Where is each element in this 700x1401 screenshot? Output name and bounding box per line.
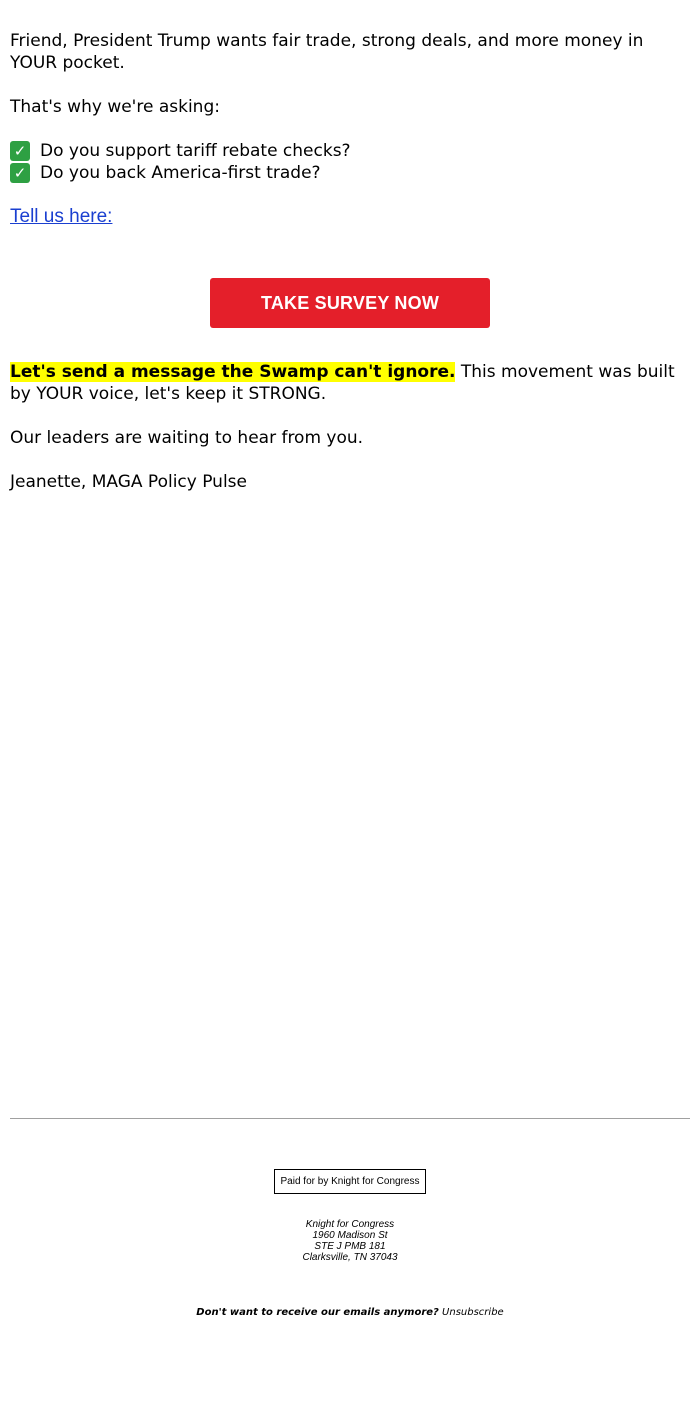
email-body [10,30,690,493]
address-line: Knight for Congress [305,1219,395,1230]
address-line: STE J PMB 181 [314,1241,386,1252]
unsubscribe-link[interactable]: Unsubscribe [442,1307,504,1318]
question-line [10,162,690,184]
signature: Jeanette, MAGA Policy Pulse [10,472,247,492]
waiting-paragraph: Our leaders are waiting to hear from you. [10,428,364,448]
tell-us-link[interactable]: Tell us here: [10,206,113,227]
address-line: 1960 Madison St [312,1230,388,1241]
question-line [10,140,690,162]
footer-divider [10,1118,690,1119]
take-survey-button[interactable]: TAKE SURVEY NOW [210,278,490,328]
check-mark-icon: ✓ [10,163,30,183]
check-mark-icon: ✓ [10,141,30,161]
cta-container [10,278,690,328]
asking-paragraph: That's why we're asking: [10,97,220,117]
highlight-paragraph [10,361,690,405]
unsubscribe-question: Don't want to receive our emails anymore? [196,1307,439,1318]
mailing-address [0,1219,700,1263]
question-text: Do you back America-first trade? [40,163,321,183]
paid-for-box: Paid for by Knight for Congress [274,1169,426,1194]
highlighted-text: Let's send a message the Swamp can't ignore. [10,362,456,382]
unsubscribe-line [0,1307,700,1318]
intro-paragraph: Friend, President Trump wants fair trade, strong deals, and more money in YOUR pocket. [10,31,644,73]
address-line: Clarksville, TN 37043 [302,1252,398,1263]
highlight-continuation: This movement was built by YOUR voice, let's keep it STRONG. [10,362,675,404]
question-text: Do you support tariff rebate checks? [40,141,351,161]
